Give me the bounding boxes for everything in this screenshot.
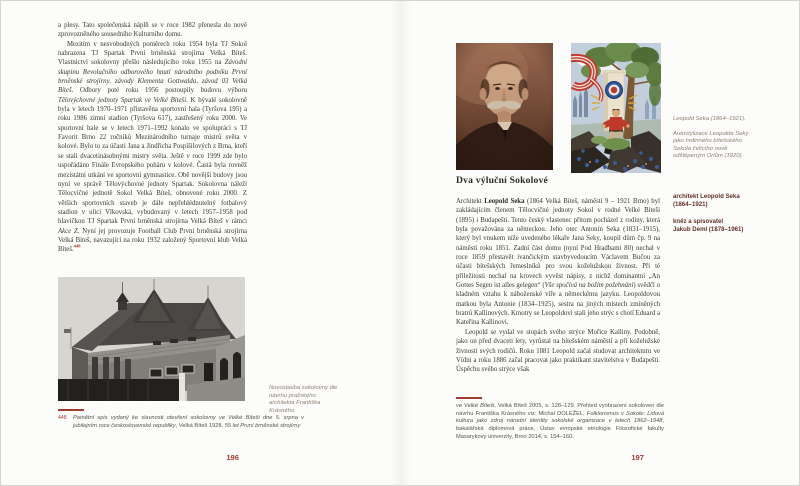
- image-captions: [673, 116, 753, 168]
- margin-notes: [673, 193, 765, 243]
- footnote-continuation: [456, 403, 664, 442]
- page-number-left: 196: [226, 453, 239, 462]
- page-number-right: 197: [631, 453, 644, 462]
- paragraph-text: a plesy. Tato společenská náplň se v roce 1982 přenesla do nově zprovozněného sousedního Kulturního domu.: [58, 22, 247, 39]
- footnote-text: Pamětní spis vydaný ke slavnosti otevření sokolovny ve Velké Bíteši dne 5. srpna v jubilejním roce československé republiky, Velká Bíteš 1928. 55 let První brněnské strojírny: [73, 415, 304, 429]
- footnote-text: ve Velké Bíteši, Velká Bíteš 2005, s. 128–129. Přehled vyobrazení sokoloven dle návrhu Františka Krásného viz: Michal DOLEŽEL, Folklorismus v Sokole: Lidová kultura jako zdroj národní identity sokolské organizace v letech 1862–1948, bakalářská diplomová práce, Ústav evropské etnologie Filozofické fakulty Masarykovy univerzity, Brno 2014, s. 154–160.: [456, 403, 665, 440]
- sokolovna-photo-image: [58, 277, 245, 401]
- seka-portrait-photo: [456, 43, 553, 170]
- sokolovna-photo: [58, 277, 245, 401]
- seka-caricature-painting: [571, 43, 661, 173]
- paragraph-continuation: [58, 21, 247, 40]
- footnote-rule: [58, 409, 84, 411]
- footnote-ref: 448: [73, 243, 81, 249]
- section-heading: Dva výluční Sokolové: [456, 175, 548, 186]
- margin-note-seka: architekt Leopold Seka (1864–1921): [673, 193, 740, 208]
- paragraph: Leopold se vydal ve stopách svého strýce Mořice Kalliny. Podobně, jako on před dvaceti lety, vyrůstal na bítešském náměstí a při koželužské živnosti svých rodičů. Roku 1881 Leopold začal studovat architekturu ve Vídni a roku 1886 začal pracovat jako praktikant stavitelstva v Budapešti. Úspěchu svého strýce však: [456, 328, 660, 374]
- seka-portrait-image: [456, 43, 553, 170]
- left-body-text: [58, 21, 247, 255]
- photo-caption: Novostavba sokolovny dle návrhu pražského architekta Františka Krásného.: [269, 385, 338, 414]
- footnote-number: 448: [58, 415, 67, 421]
- painting-caption: Autostylizace Leopolda Seky jako hrdinného bítešského Sokola čelícího nově odštěpeným Orlům (1920).: [673, 130, 749, 159]
- footnote-rule: [456, 397, 482, 399]
- paragraph: Architekt Leopold Seka (1864 Velká Bíteš, náměstí 9 – 1921 Brno) byl zakládajícím členem Tělocvičné jednoty Sokol v rodné Velké Bíteši (1895) i Budapešti. Tento český vlastenec přitom pocházel z rodiny, která byla považována za německou. Jeho otec Antonín Seka (1831–1915), který byl vnukem níže uvedeného lékaře Jana Seky, koupil dům čp. 9 na náměstí roku 1851. Zadní část domu (nyní Pod Hradbami 80) nechal v roce 1859 přestavět ivančickým stavbyvedoucím Václavem Bučou za účasti bítešských řemeslníků pro svou koželužskou živnost. Při té příležitosti nechal na krovech vyvěst nápisy, z nichž dominantní „An Gottes Segen ist alles gelegen“ (Vše spočívá na božím požehnání) svědčí o kladném vztahu k náboženské víře a německému jazyku. Leopoldovou matkou byla Antonie (1834–1925), sestra na jiných místech zmíněných bratrů Kallinových. Kmotry se Leopoldovi stali jeho strýc s chotí Eduard a Kateřina Kallinovi.: [456, 198, 660, 327]
- page-gutter: [391, 1, 411, 486]
- paragraph: Mezitím v nesvobodných poměrech roku 1954 byla TJ Sokol nahrazena TJ Spartak První brněnská strojírna Velká Bíteš. Vlastnictví sokolovny přešlo následujícího roku 1955 na Závodní skupinu Revolučního odborového hnutí národního podniku První brněnské strojírny, závody Klementa Gottwalda, závod 03 Velká Bíteš. Odbory poté roku 1956 postoupily budovu výboru Tělovýchovné jednoty Spartak ve Velké Bíteši. K bývalé sokolovně byla v letech 1970–1971 přistavěna sportovní hala (Tyršova 195) a roku 1986 zimní stadion (Tyršova 617), zastřešený roku 2000. Ve sportovní hale se v letech 1971–1992 konalo ve spolupráci s TJ Favorit Brno 22 ročníků Mezinárodního turnaje mistrů světa v kolové. Bylo to za účasti Jana a Jindřicha Pospíšilových z Brna, kteří se stali dvacetinásobnými mistry světa. Ještě v roce 1999 zde bylo uspořádáno Finále Evropského poháru v kolové. Častá byla rovněž mezistátní utkání ve sportovní gymnastice. Obě novější budovy jsou nyní ve správě Tělovýchovné jednoty Spartak. Sokolovna náleží Tělocvičné jednotě Sokol Velká Bíteš, obnovené roku 2000. Z větších sportovních staveb je dále nepřehlédnutelný fotbalový stadion v ulici Vlkovská, vybudovaný v letech 1957–1958 pod hlavičkou TJ Spartak První brněnská strojírna Velká Bíteš v rámci Akce Z. Nyní jej provozuje Football Club První brněnská strojírna Velká Bíteš, navazující na roku 1932 založený Sportovní klub Velká Bíteš.$^{448}$: [58, 40, 247, 254]
- right-body-text: [456, 197, 660, 375]
- portrait-caption: Leopold Seka (1864–1921).: [673, 116, 746, 122]
- margin-note-deml: kněz a spisovatel Jakub Deml (1878–1961): [673, 217, 744, 233]
- footnote-448: [58, 415, 304, 430]
- seka-caricature-image: [571, 43, 661, 173]
